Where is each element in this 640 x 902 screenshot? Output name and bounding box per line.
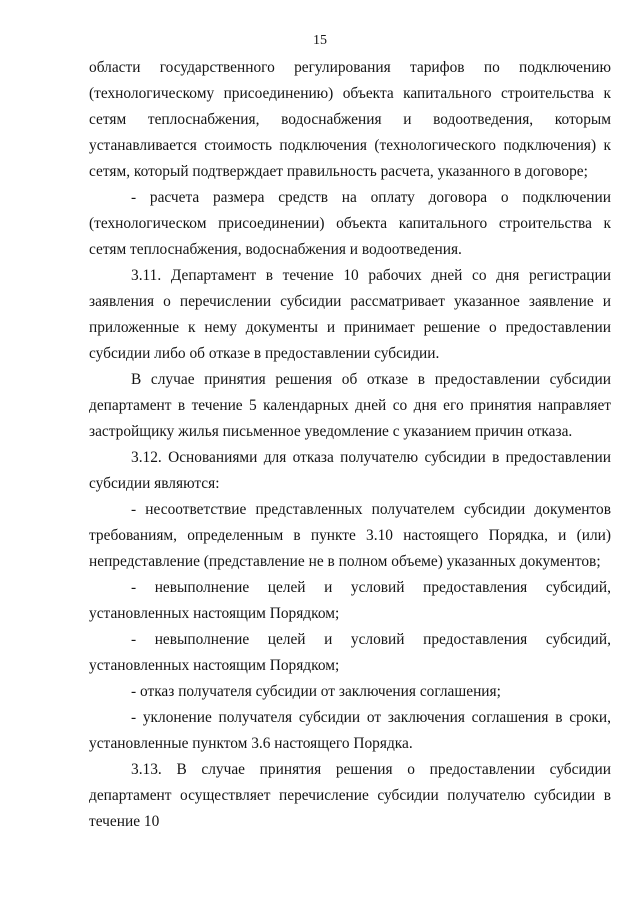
list-item-agreement-refusal: - отказ получателя субсидии от заключения соглашения; [131, 683, 501, 700]
list-item-nonfulfillment: - невыполнение целей и условий предоставления субсидий, установленных настоящим Порядком; [89, 579, 611, 622]
list-item-calculation: - расчета размера средств на оплату договора о подключении (технологическом присоединении) объекта капитального строительства к сетям теплоснабжения, водоснабжения и водоотведения. [89, 189, 611, 258]
list-item-nonconformity: - несоответствие представленных получателем субсидии документов требованиям, определенным в пункте 3.10 настоящего Порядка, и (или) непредставление (представление не в полном объеме) указанных документов; [89, 501, 611, 570]
paragraph-refusal-notice: В случае принятия решения об отказе в предоставлении субсидии департамент в течение 5 календарных дней со дня его принятия направляет застройщику жилья письменное уведомление с указанием причин отказа. [89, 371, 611, 440]
page-number: 15 [313, 33, 327, 48]
paragraph-3-12: 3.12. Основаниями для отказа получателю субсидии в предоставлении субсидии являются: [89, 449, 611, 492]
list-item-nonfulfillment-repeat: - невыполнение целей и условий предоставления субсидий, установленных настоящим Порядком; [89, 631, 611, 674]
document-body [89, 55, 611, 835]
paragraph-3-11: 3.11. Департамент в течение 10 рабочих дней со дня регистрации заявления о перечислении субсидии рассматривает указанное заявление и приложенные к нему документы и принимает решение о предоставлении субсидии либо об отказе в предоставлении субсидии. [89, 267, 611, 362]
list-item-agreement-evasion: - уклонение получателя субсидии от заключения соглашения в сроки, установленные пунктом 3.6 настоящего Порядка. [89, 709, 611, 752]
paragraph-3-13: 3.13. В случае принятия решения о предоставлении субсидии департамент осуществляет перечисление субсидии получателю субсидии в течение 10 [89, 761, 611, 830]
paragraph-continuation: области государственного регулирования тарифов по подключению (технологическому присоединению) объекта капитального строительства к сетям теплоснабжения, водоснабжения и водоотведения, которым устанавливается стоимость подключения (технологического подключения) к сетям, который подтверждает правильность расчета, указанного в договоре; [89, 59, 611, 180]
